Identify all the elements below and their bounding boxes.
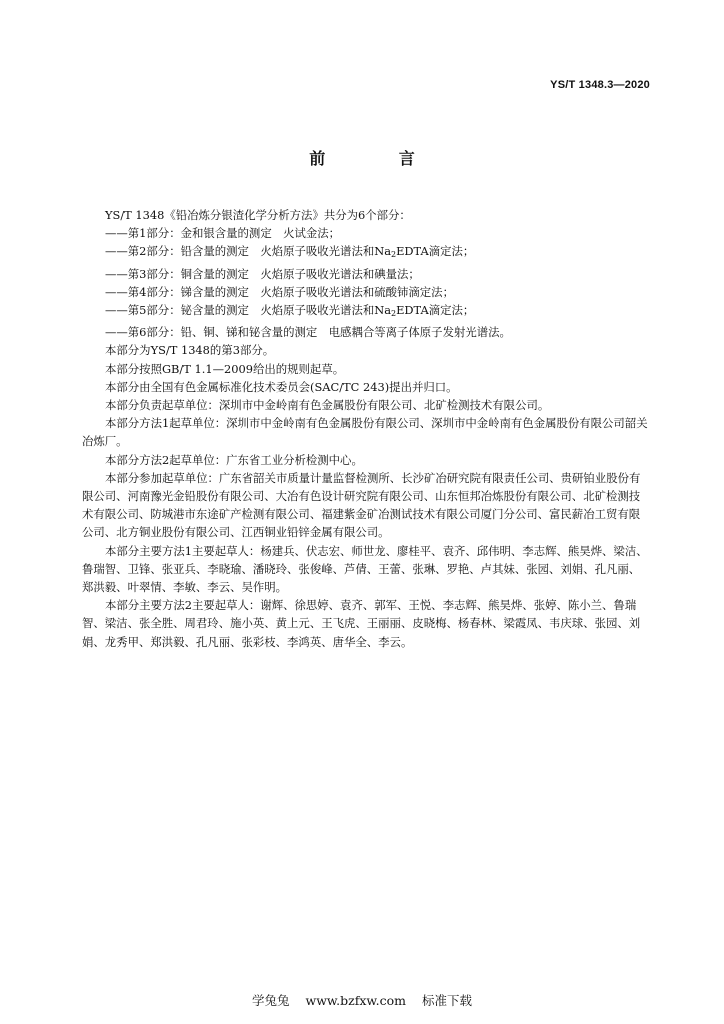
paragraph: 本部分按照GB/T 1.1—2009给出的规则起草。 bbox=[105, 361, 345, 376]
paragraph: 本部分参加起草单位：广东省韶关市质量计量监督检测所、长沙矿冶研究院有限责任公司、贵研铂业股份有限公司、河南豫光金铅股份有限公司、大冶有色设计研究院有限公司、山东恒邦冶炼股份有限公司、北矿检测技术有限公司、防城港市东途矿产检测有限公司、福建紫金矿冶测试技术有限公司厦门分公司、富民薪冶工贸有限公司、北方铜业股份有限公司、江西铜业铅锌金属有限公司。 bbox=[82, 470, 641, 540]
paragraph: 本部分由全国有色金属标准化技术委员会(SAC/TC 243)提出并归口。 bbox=[105, 379, 458, 394]
paragraph: 本部分主要方法1主要起草人：杨建兵、伏志宏、师世龙、廖桂平、袁齐、邱伟明、李志辉、熊昊烨、梁洁、鲁瑞智、卫锋、张亚兵、李晓瑜、潘晓玲、张俊峰、芦倩、王蕾、张琳、罗艳、卢其妹、张园、刘娟、孔凡丽、郑洪毅、叶翠情、李敏、李云、吴作明。 bbox=[82, 543, 648, 595]
part-list-item: ——第1部分：金和银含量的测定 火试金法； bbox=[105, 226, 341, 241]
intro-paragraph: YS/T 1348《铅冶炼分银渣化学分析方法》共分为6个部分： bbox=[105, 208, 411, 222]
document-body bbox=[82, 206, 650, 651]
part-text: ——第5部分：铋含量的测定 火焰原子吸收光谱法和Na bbox=[105, 303, 391, 318]
paragraph: 本部分为YS/T 1348的第3部分。 bbox=[105, 343, 275, 358]
part-text: EDTA滴定法； bbox=[396, 303, 475, 318]
footer bbox=[0, 991, 724, 1009]
part-list-item bbox=[82, 242, 650, 264]
page-title: 前 言 bbox=[309, 149, 449, 168]
footer-url-link[interactable]: www.bzfxw.com bbox=[305, 993, 406, 1008]
subscript: 2 bbox=[391, 250, 397, 260]
paragraph: 本部分主要方法2主要起草人：谢辉、徐思婷、袁齐、郭军、王悦、李志辉、熊昊烨、张婷、陈小兰、鲁瑞智、梁洁、张全胜、周君玲、施小英、黄上元、王飞虎、王丽丽、皮晓梅、杨春林、梁霞凤、韦庆球、张园、刘娟、龙秀甲、郑洪毅、孔凡丽、张彩枝、李鸿英、唐华全、李云。 bbox=[82, 598, 641, 649]
footer-brand: 学兔兔 bbox=[252, 993, 290, 1008]
part-list-item: ——第4部分：锑含量的测定 火焰原子吸收光谱法和硫酸铈滴定法； bbox=[105, 284, 454, 299]
standard-code: YS/T 1348.3—2020 bbox=[550, 79, 650, 91]
subscript: 2 bbox=[391, 309, 397, 319]
part-text: EDTA滴定法； bbox=[396, 244, 475, 259]
paragraph: 本部分负责起草单位：深圳市中金岭南有色金属股份有限公司、北矿检测技术有限公司。 bbox=[105, 398, 550, 413]
part-list-item: ——第3部分：铜含量的测定 火焰原子吸收光谱法和碘量法； bbox=[105, 266, 420, 281]
paragraph: 本部分方法2起草单位：广东省工业分析检测中心。 bbox=[105, 452, 363, 467]
paragraph: 本部分方法1起草单位：深圳市中金岭南有色金属股份有限公司、深圳市中金岭南有色金属股份有限公司韶关冶炼厂。 bbox=[82, 416, 648, 449]
part-list-item bbox=[82, 301, 650, 323]
footer-tagline: 标准下载 bbox=[421, 993, 472, 1008]
part-list-item: ——第6部分：铅、铜、锑和铋含量的测定 电感耦合等离子体原子发射光谱法。 bbox=[105, 325, 511, 340]
part-text: ——第2部分：铅含量的测定 火焰原子吸收光谱法和Na bbox=[105, 244, 391, 259]
